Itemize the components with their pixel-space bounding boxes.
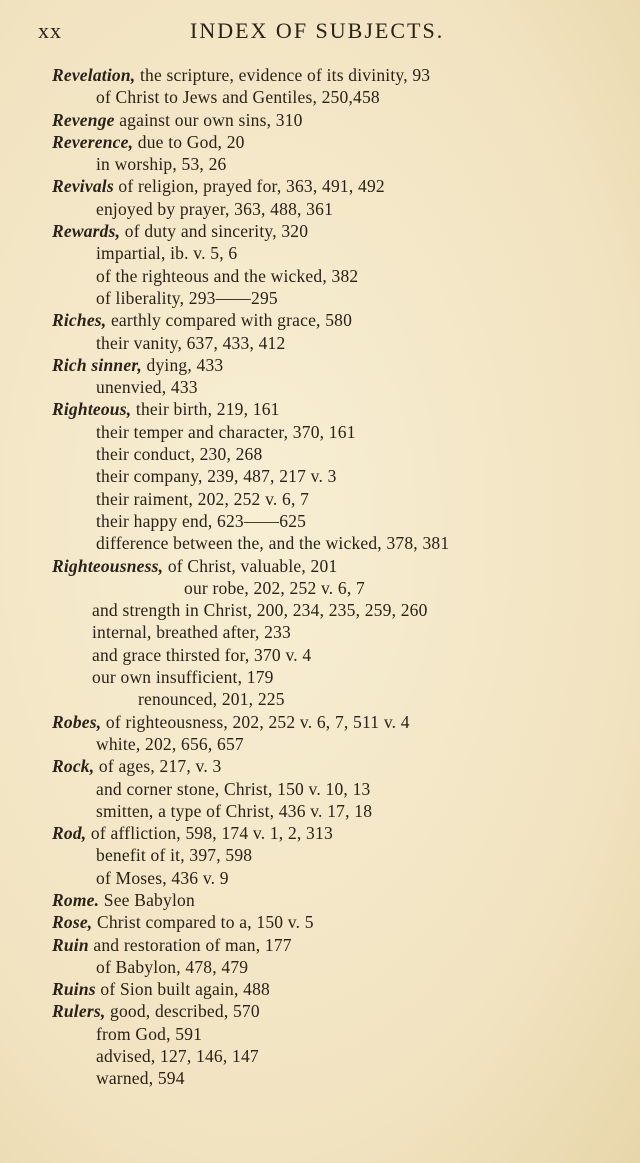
index-entry-text: dying, 433 — [141, 354, 224, 375]
index-entry — [0, 465, 640, 487]
index-entry — [0, 532, 640, 554]
index-entry-text: difference between the, and the wicked, 378, 381 — [96, 533, 450, 554]
index-entry-text: renounced, 201, 225 — [138, 689, 285, 710]
index-entry — [0, 599, 640, 621]
index-entry — [0, 1000, 640, 1022]
index-entry-text: impartial, ib. v. 5, 6 — [96, 243, 238, 264]
index-entry-text: and restoration of man, 177 — [88, 934, 292, 955]
index-entry — [0, 86, 640, 108]
index-entry — [0, 755, 640, 777]
index-entry — [0, 577, 640, 599]
index-entry-text: their birth, 219, 161 — [131, 399, 280, 420]
index-entry-text: internal, breathed after, 233 — [92, 622, 291, 643]
index-entry — [0, 666, 640, 688]
index-entry-text: of liberality, 293——295 — [96, 287, 278, 308]
index-headword: Righteousness, — [52, 555, 164, 576]
index-headword: Rulers, — [52, 1001, 106, 1022]
index-entries — [0, 64, 640, 1090]
index-entry — [0, 867, 640, 889]
index-entry — [0, 889, 640, 911]
index-entry — [0, 956, 640, 978]
index-entry-text: our own insufficient, 179 — [92, 667, 274, 688]
index-headword: Rose, — [52, 912, 93, 933]
page-header — [0, 18, 640, 48]
index-entry — [0, 265, 640, 287]
index-headword: Reverence, — [52, 131, 134, 152]
index-entry-text: of affliction, 598, 174 v. 1, 2, 313 — [86, 823, 333, 844]
index-entry-text: their temper and character, 370, 161 — [96, 421, 356, 442]
index-entry — [0, 64, 640, 86]
index-entry-text: of religion, prayed for, 363, 491, 492 — [113, 176, 385, 197]
index-entry — [0, 711, 640, 733]
index-entry-text: good, described, 570 — [105, 1001, 260, 1022]
index-headword: Robes, — [52, 711, 102, 732]
index-entry — [0, 376, 640, 398]
index-entry — [0, 131, 640, 153]
index-headword: Rewards, — [52, 221, 121, 242]
index-entry — [0, 109, 640, 131]
index-entry-text: due to God, 20 — [133, 131, 245, 152]
index-entry-text: of duty and sincerity, 320 — [120, 221, 309, 242]
index-entry-text: See Babylon — [99, 889, 195, 910]
index-entry — [0, 242, 640, 264]
index-entry-text: their conduct, 230, 268 — [96, 444, 263, 465]
index-entry-text: from God, 591 — [96, 1023, 203, 1044]
index-entry — [0, 354, 640, 376]
index-entry-text: of Christ to Jews and Gentiles, 250,458 — [96, 87, 380, 108]
index-entry-text: our robe, 202, 252 v. 6, 7 — [184, 577, 365, 598]
index-entry-text: smitten, a type of Christ, 436 v. 17, 18 — [96, 800, 373, 821]
index-entry — [0, 1045, 640, 1067]
index-headword: Rod, — [52, 823, 87, 844]
index-entry — [0, 510, 640, 532]
index-entry — [0, 153, 640, 175]
running-title: INDEX OF SUBJECTS. — [190, 18, 445, 43]
index-entry — [0, 1023, 640, 1045]
index-entry-text: of Christ, valuable, 201 — [163, 555, 338, 576]
index-entry-text: their raiment, 202, 252 v. 6, 7 — [96, 488, 310, 509]
index-headword: Ruins — [52, 979, 96, 1000]
index-entry-text: advised, 127, 146, 147 — [96, 1046, 259, 1067]
index-entry — [0, 398, 640, 420]
index-entry — [0, 978, 640, 1000]
index-entry — [0, 488, 640, 510]
index-entry — [0, 555, 640, 577]
index-headword: Revenge — [52, 109, 115, 130]
index-entry — [0, 688, 640, 710]
index-entry-text: their happy end, 623——625 — [96, 510, 307, 531]
index-headword: Rome. — [52, 889, 100, 910]
index-entry — [0, 175, 640, 197]
index-entry — [0, 198, 640, 220]
index-entry-text: of Babylon, 478, 479 — [96, 956, 249, 977]
page-number: xx — [38, 18, 62, 43]
index-entry-text: and strength in Christ, 200, 234, 235, 259, 260 — [92, 600, 428, 621]
index-entry-text: the scripture, evidence of its divinity, 93 — [135, 65, 431, 85]
index-entry-text: of ages, 217, v. 3 — [94, 756, 222, 777]
index-entry-text: enjoyed by prayer, 363, 488, 361 — [96, 198, 334, 219]
index-entry-text: and corner stone, Christ, 150 v. 10, 13 — [96, 778, 371, 799]
index-entry — [0, 822, 640, 844]
index-headword: Riches, — [52, 310, 107, 331]
index-entry-text: and grace thirsted for, 370 v. 4 — [92, 644, 312, 665]
index-entry — [0, 800, 640, 822]
index-entry-text: of the righteous and the wicked, 382 — [96, 265, 359, 286]
index-entry-text: earthly compared with grace, 580 — [106, 310, 353, 331]
index-entry — [0, 778, 640, 800]
index-entry-text: benefit of it, 397, 598 — [96, 845, 253, 866]
index-entry — [0, 443, 640, 465]
index-entry — [0, 309, 640, 331]
index-entry-text: of Moses, 436 v. 9 — [96, 867, 229, 888]
index-entry — [0, 911, 640, 933]
index-entry-text: of Sion built again, 488 — [95, 979, 270, 1000]
index-entry-text: in worship, 53, 26 — [96, 154, 227, 175]
index-headword: Righteous, — [52, 399, 132, 420]
index-entry — [0, 220, 640, 242]
index-entry — [0, 644, 640, 666]
index-entry — [0, 844, 640, 866]
index-headword: Revivals — [52, 176, 114, 197]
index-entry — [0, 621, 640, 643]
index-entry — [0, 1067, 640, 1089]
index-entry-text: unenvied, 433 — [96, 377, 198, 398]
index-entry-text: their company, 239, 487, 217 v. 3 — [96, 466, 337, 487]
index-entry-text: white, 202, 656, 657 — [96, 733, 244, 754]
index-entry — [0, 421, 640, 443]
index-headword: Rich sinner, — [52, 354, 142, 375]
index-entry — [0, 733, 640, 755]
index-entry — [0, 287, 640, 309]
index-entry-text: against our own sins, 310 — [114, 109, 303, 130]
index-entry-text: their vanity, 637, 433, 412 — [96, 332, 286, 353]
index-entry — [0, 934, 640, 956]
index-headword: Revelation, — [52, 65, 136, 85]
index-headword: Ruin — [52, 934, 89, 955]
index-entry-text: Christ compared to a, 150 v. 5 — [92, 912, 314, 933]
index-entry — [0, 332, 640, 354]
index-entry-text: of righteousness, 202, 252 v. 6, 7, 511 v. 4 — [101, 711, 410, 732]
index-headword: Rock, — [52, 756, 95, 777]
index-entry-text: warned, 594 — [96, 1068, 185, 1089]
